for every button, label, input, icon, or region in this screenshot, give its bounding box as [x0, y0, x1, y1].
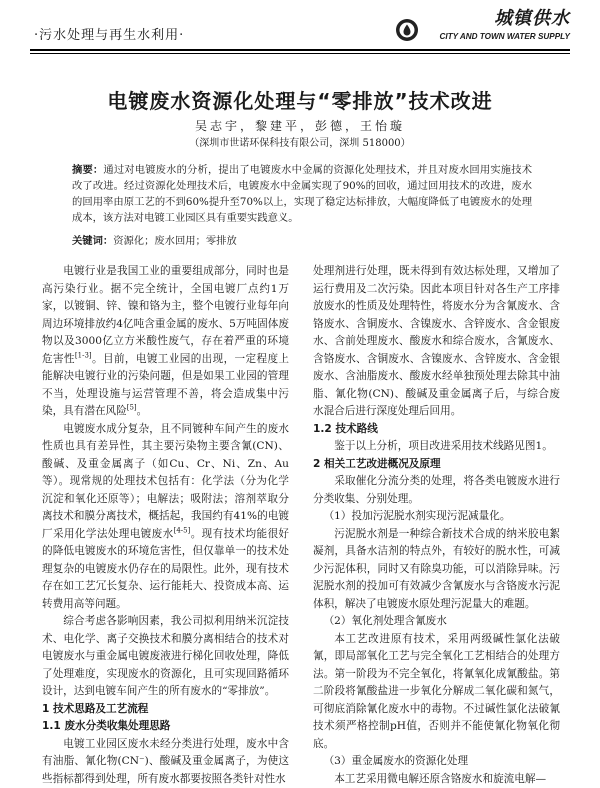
- journal-brand: [395, 4, 570, 46]
- article-title: 电镀废水资源化处理与“零排放”技术改进: [0, 85, 600, 114]
- section-heading: [42, 718, 289, 736]
- paragraph-text: 本工艺采用微电解还原含铬废水和旋流电解—: [334, 773, 546, 785]
- abstract-text: 通过对电镀废水的分析，提出了电镀废水中金属的资源化处理技术，并且对废水回用实施技术改了改进。经过资源化处理技术后，电镀废水中金属实现了90%的回收，通过回用技术的改进，废水的回用率由原工艺的不到60%提升至70%以上，实现了稳定达标排放，大幅度降低了电镀废水的处理成本，该方法对电镀工业园区具有重要实践意义。: [72, 164, 532, 224]
- body-paragraph: [42, 421, 289, 614]
- subsection-heading: [313, 753, 560, 771]
- paragraph-text: 本工艺改进原有技术，采用两级碱性氯化法破氰，即局部氧化工艺与完全氧化工艺相结合的处理方法。第一阶段为不完全氧化，将氰氧化成氰酸盐。第二阶段将氰酸盐进一步氧化分解成二氧化碳和氮气，可彻底消除氰化废水中的毒物。不过碱性氯化法破氰技术须严格控制pH值，否则并不能使氰化物氧化彻底。: [313, 633, 560, 750]
- keywords-text: 资源化；废水回用；零排放: [113, 235, 237, 247]
- body-column-left: [42, 263, 289, 788]
- paragraph-text: 2 相关工艺改进概况及原理: [313, 458, 441, 470]
- header-rule-thin: [30, 53, 570, 54]
- keywords-label: 关键词：: [72, 235, 113, 247]
- subsection-heading: [313, 613, 560, 631]
- paragraph-text: 1 技术思路及工艺流程: [42, 703, 148, 715]
- paragraph-text: 采取催化分流分类的处理，将各类电镀废水进行分类收集、分别处理。: [313, 475, 560, 505]
- abstract-label: 摘要：: [72, 164, 103, 176]
- body-paragraph: [42, 263, 289, 421]
- paragraph-text: （3）重金属废水的资源化处理: [324, 755, 468, 767]
- abstract: [72, 162, 532, 226]
- paragraph-text: 电镀行业是我国工业的重要组成部分，同时也是高污染行业。据不完全统计，全国电镀厂点约1万家，以镀铜、锌、镍和铬为主，整个电镀行业每年向周边环境排放约4亿吨含重金属的废水、5万吨固体废物以及3000亿立方米酸性废气，存在着严重的环境危害性: [42, 265, 289, 365]
- body-column-right: [313, 263, 560, 788]
- paragraph-text: 。现有技术均能很好的降低电镀废水的环境危害性，但仅靠单一的技术处理复杂的电镀废水仍存在的局限性。此外，现有技术存在如工艺冗长复杂、运行能耗大、投资成本高、运转费用高等问题。: [42, 528, 289, 610]
- body-paragraph: [313, 473, 560, 508]
- keywords: [72, 232, 532, 247]
- paragraph-text: 综合考虑各影响因素，我公司拟利用纳米沉淀技术、电化学、离子交换技术和膜分离相结合的技术对电镀废水与重金属电镀废液进行梯化回收处理，降低了处理难度，实现废水的资源化，且可实现回路循环设计，达到电镀车间产生的所有废水的“零排放”。: [42, 615, 289, 697]
- paragraph-text: 1.1 废水分类收集处理思路: [42, 720, 170, 732]
- section-heading: [42, 701, 289, 719]
- paragraph-text: （1）投加污泥脱水剂实现污泥减量化。: [324, 510, 511, 522]
- article-authors: 吴志宇，黎建平，彭德，王怡璇: [0, 117, 600, 134]
- body-paragraph: [313, 771, 560, 788]
- citation-ref: [1-3]: [75, 351, 92, 359]
- citation-ref: [5]: [127, 403, 137, 411]
- article-affiliation: （深圳市世诺环保科技有限公司，深圳 518000）: [0, 134, 600, 149]
- section-label: ·污水处理与再生水利用·: [34, 24, 184, 43]
- body-paragraph: [42, 736, 289, 788]
- body-paragraph: [313, 631, 560, 754]
- body-paragraph: [313, 526, 560, 614]
- journal-logo-icon: [395, 18, 419, 42]
- section-heading: [313, 421, 560, 439]
- paragraph-text: 电镀工业园区废水未经分类进行处理，废水中含有油脂、氰化物(CN⁻)、酸碱及重金属离子，为使这些指标都得到处理，所有废水都要按照各类针对性水: [42, 738, 289, 785]
- journal-name-cn: 城镇供水: [420, 4, 570, 30]
- journal-name-en: CITY AND TOWN WATER SUPPLY: [439, 31, 570, 41]
- paragraph-text: 鉴于以上分析，项目改进采用技术线路见图1。: [334, 440, 553, 452]
- paragraph-text: 。目前，电镀工业园的出现，一定程度上能解决电镀行业的污染问题，但是如果工业园的管理不当，处理设施与运营管理不善，将会造成集中污染，具有潜在风险: [42, 353, 289, 418]
- body-paragraph: [313, 438, 560, 456]
- paragraph-text: 1.2 技术路线: [313, 423, 378, 435]
- paragraph-text: 。: [137, 405, 148, 417]
- paragraph-text: 电镀废水成分复杂，且不同镀种车间产生的废水性质也具有差异性，其主要污染物主要含氰(CN)、酸碱、及重金属离子（如Cu、Cr、Ni、Zn、Au等）。现常规的处理技术包括有：化学法（分为化学沉淀和氧化还原等）；电解法；吸附法；溶剂萃取分离技术和膜分离技术，概括起，我国约有41%的电镀厂采用化学法处理电镀废水: [42, 423, 289, 540]
- citation-ref: [4-5]: [174, 526, 191, 534]
- body-paragraph: [313, 263, 560, 421]
- subsection-heading: [313, 508, 560, 526]
- body-paragraph: [42, 613, 289, 701]
- paragraph-text: （2）氧化剂处理含氰废水: [324, 615, 447, 627]
- section-heading: [313, 456, 560, 474]
- paragraph-text: 污泥脱水剂是一种综合新技术合成的纳米胶电絮凝剂，具备水洁剂的特点外，有较好的脱水性，可减少污泥体积，同时又有除臭功能，可以消除异味。污泥脱水剂的投加可有效减少含氰废水与含铬废水污泥体积，解决了电镀废水原处理污泥量大的难题。: [313, 528, 560, 610]
- header-rule-thick: [30, 49, 570, 51]
- paragraph-text: 处理剂进行处理，既未得到有效达标处理，又增加了运行费用及二次污染。因此本项目针对各生产工序排放废水的性质及处理特性，将废水分为含氰废水、含铬废水、含铜废水、含镍废水、含锌废水、含金银废水、含前处理废水、酸废水和综合废水，含氰废水、含铬废水、含铜废水、含镍废水、含锌废水、含金银废水、含油脂废水、酸废水经单独预处理去除其中油脂、氰化物(CN)、酸碱及重金属离子后，与综合废水混合后进行深度处理后回用。: [313, 265, 560, 417]
